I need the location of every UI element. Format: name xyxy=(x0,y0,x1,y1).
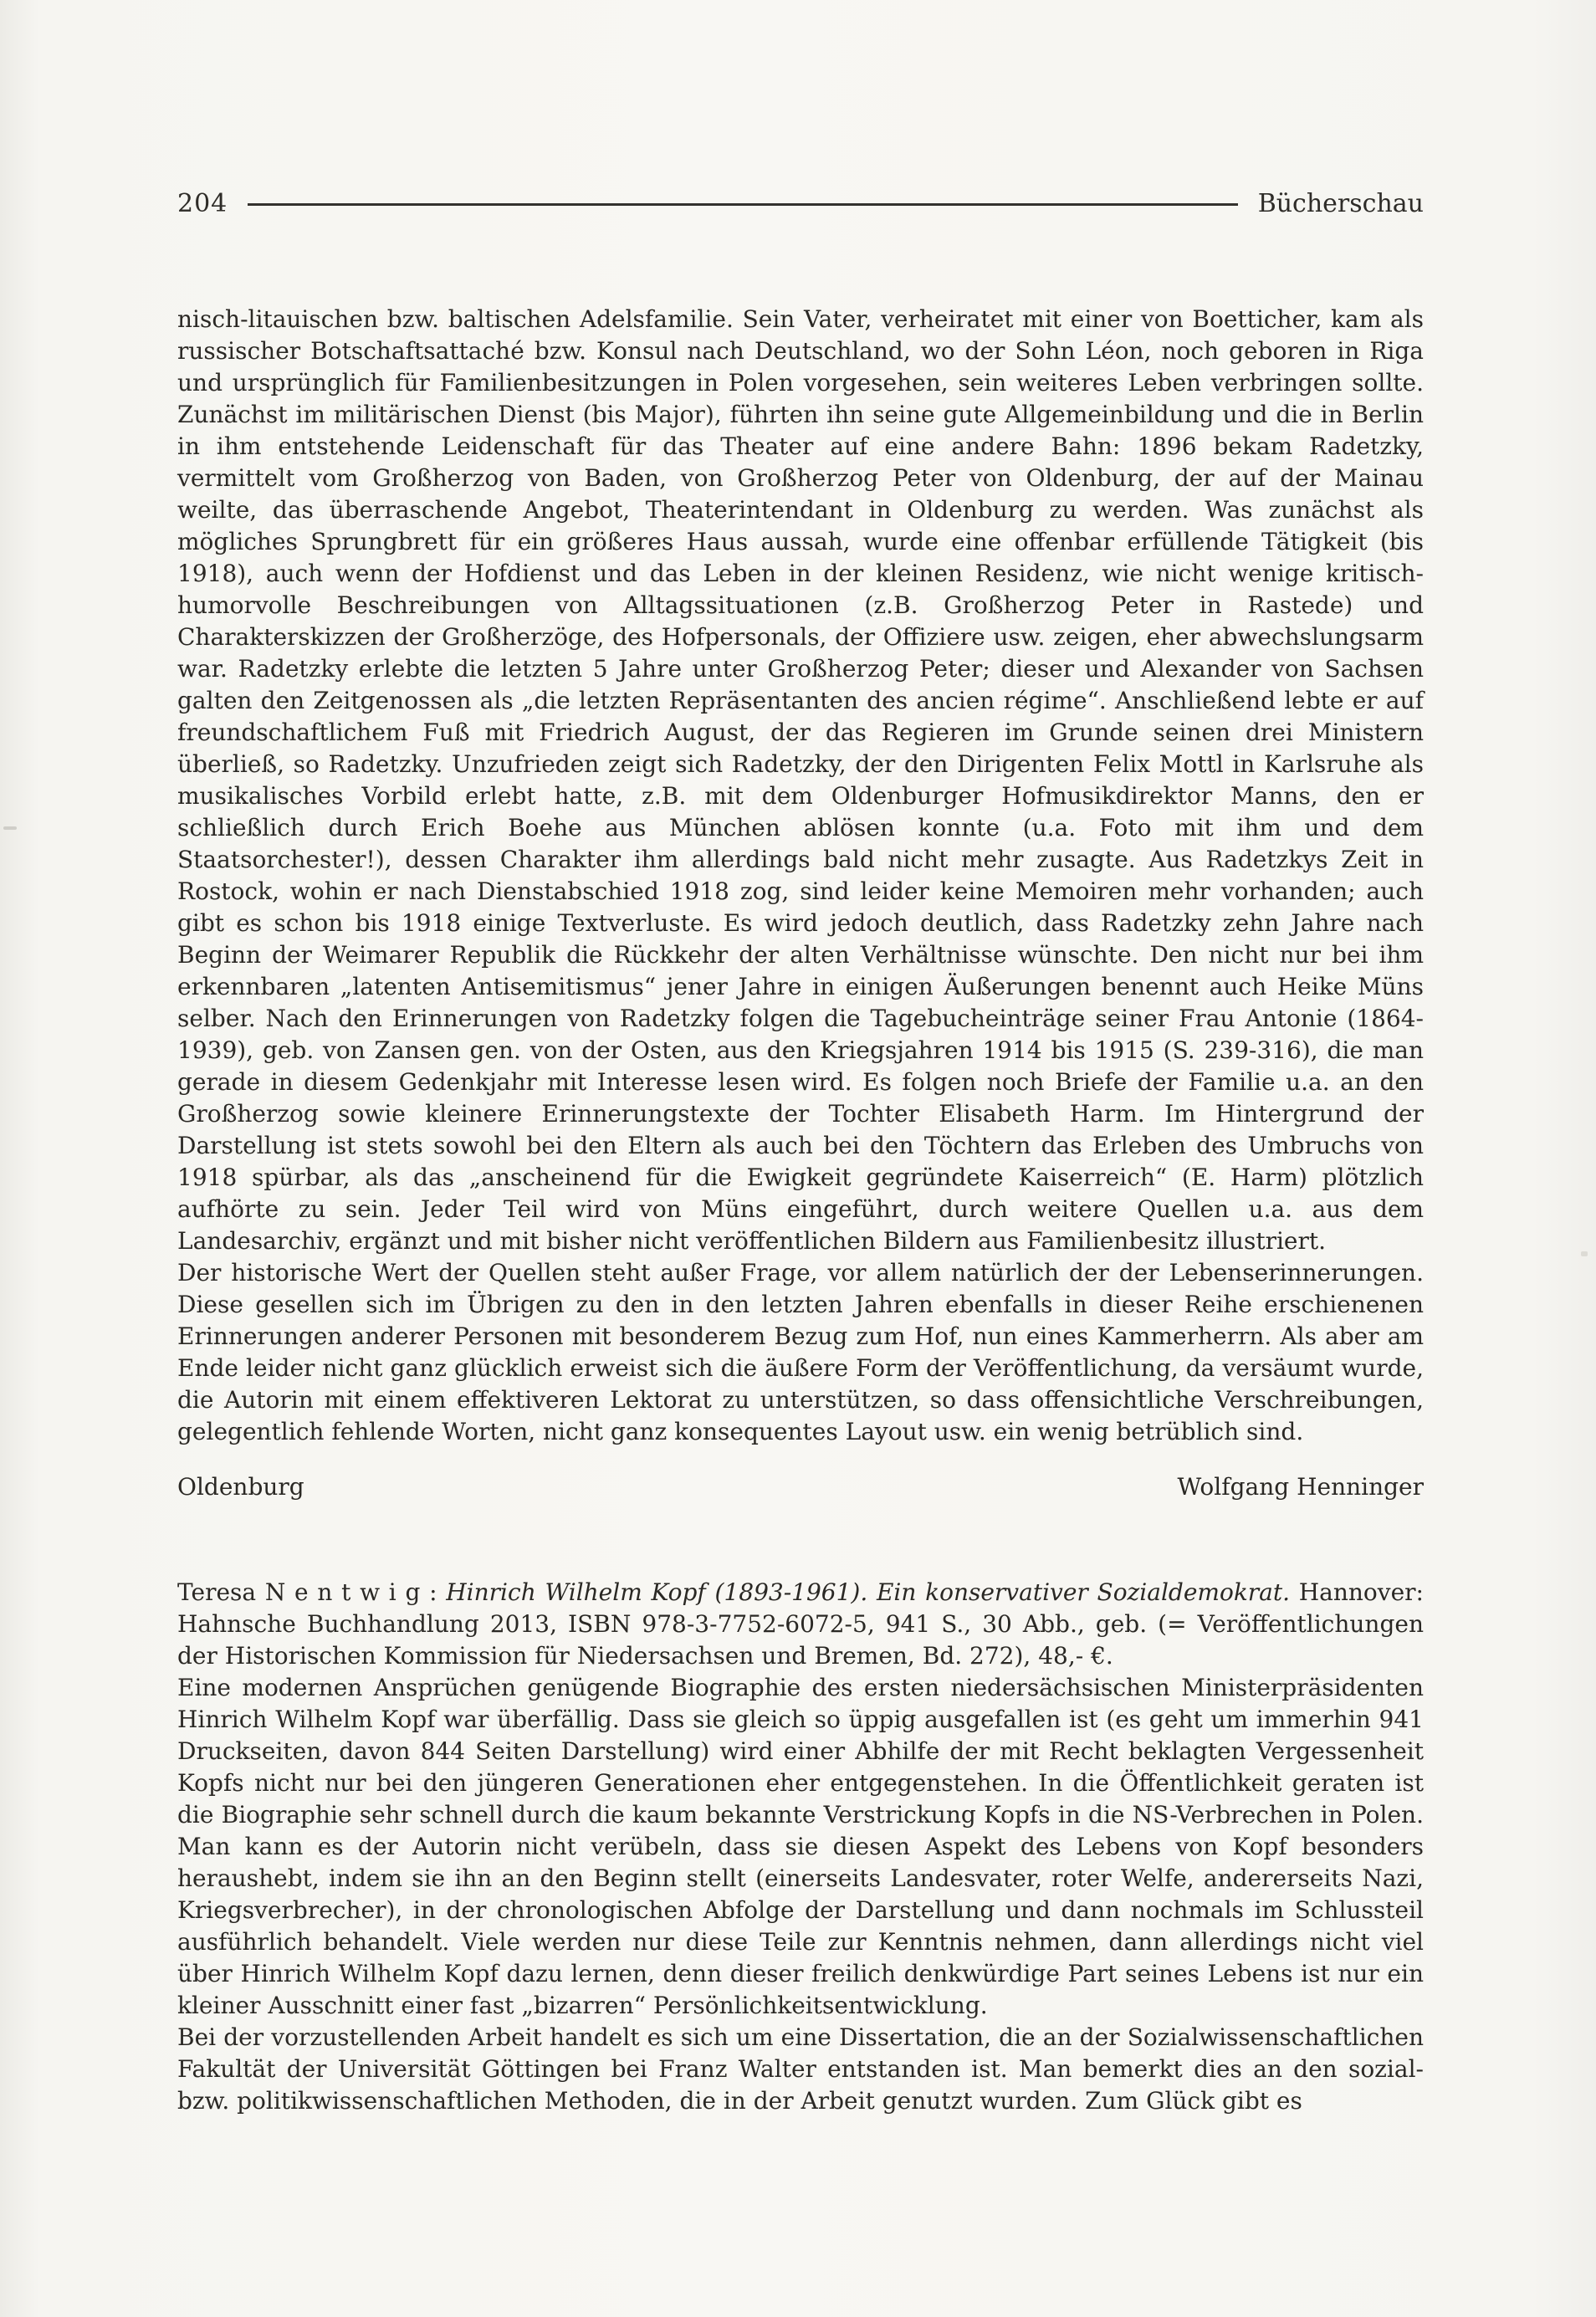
page-number: 204 xyxy=(177,189,228,218)
header-rule xyxy=(248,203,1237,206)
page-header xyxy=(177,189,1424,218)
review-paragraph: nisch-litauischen bzw. baltischen Adelsfamilie. Sein Vater, verheiratet mit einer von Boetticher, kam als russischer Botschaftsattaché bzw. Konsul nach Deutschland, wo der Sohn Léon, noch geboren in Riga und ursprünglich für Familienbesitzungen in Polen vorgesehen, sein weiteres Leben verbringen sollte. Zunächst im militärischen Dienst (bis Major), führten ihn seine gute Allgemeinbildung und die in Berlin in ihm entstehende Leidenschaft für das Theater auf eine andere Bahn: 1896 bekam Radetzky, vermittelt vom Großherzog von Baden, von Großherzog Peter von Oldenburg, der auf der Mainau weilte, das überraschende Angebot, Theaterintendant in Oldenburg zu werden. Was zunächst als mögliches Sprungbrett für ein größeres Haus aussah, wurde eine offenbar erfüllende Tätigkeit (bis 1918), auch wenn der Hofdienst und das Leben in der kleinen Residenz, wie nicht wenige kritisch-humorvolle Beschreibungen von Alltagssituationen (z.B. Großherzog Peter in Rastede) und Charakterskizzen der Großherzöge, des Hofpersonals, der Offiziere usw. zeigen, eher abwechslungsarm war. Radetzky erlebte die letzten 5 Jahre unter Großherzog Peter; dieser und Alexander von Sachsen galten den Zeitgenossen als „die letzten Repräsentanten des ancien régime“. Anschließend lebte er auf freundschaftlichem Fuß mit Friedrich August, der das Regieren im Grunde seinen drei Ministern überließ, so Radetzky. Unzufrieden zeigt sich Radetzky, der den Dirigenten Felix Mottl in Karlsruhe als musikalisches Vorbild erlebt hatte, z.B. mit dem Oldenburger Hofmusikdirektor Manns, den er schließlich durch Erich Boehe aus München ablösen konnte (u.a. Foto mit ihm und dem Staatsorchester!), dessen Charakter ihm allerdings bald nicht mehr zusagte. Aus Radetzkys Zeit in Rostock, wohin er nach Dienstabschied 1918 zog, sind leider keine Memoiren mehr vorhanden; auch gibt es schon bis 1918 einige Textverluste. Es wird jedoch deutlich, dass Radetzky zehn Jahre nach Beginn der Weimarer Republik die Rückkehr der alten Verhältnisse wünschte. Den nicht nur bei ihm erkennbaren „latenten Antisemitismus“ jener Jahre in einigen Äußerungen benennt auch Heike Müns selber. Nach den Erinnerungen von Radetzky folgen die Tagebucheinträge seiner Frau Antonie (1864-1939), geb. von Zansen gen. von der Osten, aus den Kriegsjahren 1914 bis 1915 (S. 239-316), die man gerade in diesem Gedenkjahr mit Interesse lesen wird. Es folgen noch Briefe der Familie u.a. an den Großherzog sowie kleinere Erinnerungstexte der Tochter Elisabeth Harm. Im Hintergrund der Darstellung ist stets sowohl bei den Eltern als auch bei den Töchtern das Erleben des Umbruchs von 1918 spürbar, als das „anscheinend für die Ewigkeit gegründete Kaiserreich“ (E. Harm) plötzlich aufhörte zu sein. Jeder Teil wird von Müns eingeführt, durch weitere Quellen u.a. aus dem Landesarchiv, ergänzt und mit bisher nicht veröffentlichen Bildern aus Familienbesitz illustriert. xyxy=(177,305,1424,1255)
scan-artifact-right xyxy=(1581,1251,1588,1256)
reviewed-book-title: Hinrich Wilhelm Kopf (1893-1961). Ein konservativer Sozialdemokrat. xyxy=(446,1578,1291,1606)
review-paragraph: Bei der vorzustellenden Arbeit handelt es sich um eine Dissertation, die an der Sozialwissenschaftlichen Fakultät der Universität Göttingen bei Franz Walter entstanden ist. Man bemerkt dies an den sozial- bzw. politikwissenschaftlichen Methoden, die in der Arbeit genutzt wurden. Zum Glück gibt es xyxy=(177,2023,1424,2115)
scan-artifact-left xyxy=(3,826,17,830)
review-paragraph: Eine modernen Ansprüchen genügende Biographie des ersten niedersächsischen Ministerpräsidenten Hinrich Wilhelm Kopf war überfällig. Dass sie gleich so üppig ausgefallen ist (es geht um immerhin 941 Druckseiten, davon 844 Seiten Darstellung) wird einer Abhilfe der mit Recht beklagten Vergessenheit Kopfs nicht nur bei den jüngeren Generationen eher entgegenstehen. In die Öffentlichkeit geraten ist die Biographie sehr schnell durch die kaum bekannte Verstrickung Kopfs in die NS-Verbrechen in Polen. Man kann es der Autorin nicht verübeln, dass sie diesen Aspekt des Lebens von Kopf besonders heraushebt, indem sie ihn an den Beginn stellt (einerseits Landesvater, roter Welfe, andererseits Nazi, Kriegsverbrecher), in der chronologischen Abfolge der Darstellung und dann nochmals im Schlussteil ausführlich behandelt. Viele werden nur diese Teile zur Kenntnis nehmen, dann allerdings nicht viel über Hinrich Wilhelm Kopf dazu lernen, denn dieser freilich denkwürdige Part seines Lebens ist nur ein kleiner Ausschnitt einer fast „bizarren“ Persönlichkeitsentwicklung. xyxy=(177,1674,1424,2019)
review-heading xyxy=(177,1577,1424,1672)
review-nentwig-body xyxy=(177,1577,1424,2117)
review-radetzky-body xyxy=(177,304,1424,1448)
review-paragraph: Der historische Wert der Quellen steht außer Frage, vor allem natürlich der der Lebenserinnerungen. Diese gesellen sich im Übrigen zu den in den letzten Jahren ebenfalls in dieser Reihe erschienenen Erinnerungen anderer Personen mit besonderem Bezug zum Hof, nun eines Kammerherrn. Als aber am Ende leider nicht ganz glücklich erweist sich die äußere Form der Veröffentlichung, da versäumt wurde, die Autorin mit einem effektiveren Lektorat zu unterstützen, so dass offensichtliche Verschreibungen, gelegentlich fehlende Worten, nicht ganz konsequentes Layout usw. ein wenig betrüblich sind. xyxy=(177,1259,1424,1445)
review-signoff xyxy=(177,1471,1424,1503)
signoff-reviewer: Wolfgang Henninger xyxy=(1177,1473,1424,1501)
bibliographic-info: Hannover: Hahnsche Buchhandlung 2013, ISBN 978-3-7752-6072-5, 941 S., 30 Abb., geb. (= Veröffentlichungen der Historischen Kommission für Niedersachsen und Bremen, Bd. 272), 48,- €. xyxy=(177,1578,1424,1670)
running-title: Bücherschau xyxy=(1257,189,1424,218)
reviewed-author-last-name: N e n t w i g : xyxy=(264,1578,447,1606)
reviewed-author-first-name: Teresa xyxy=(177,1578,265,1606)
signoff-place: Oldenburg xyxy=(177,1473,304,1501)
